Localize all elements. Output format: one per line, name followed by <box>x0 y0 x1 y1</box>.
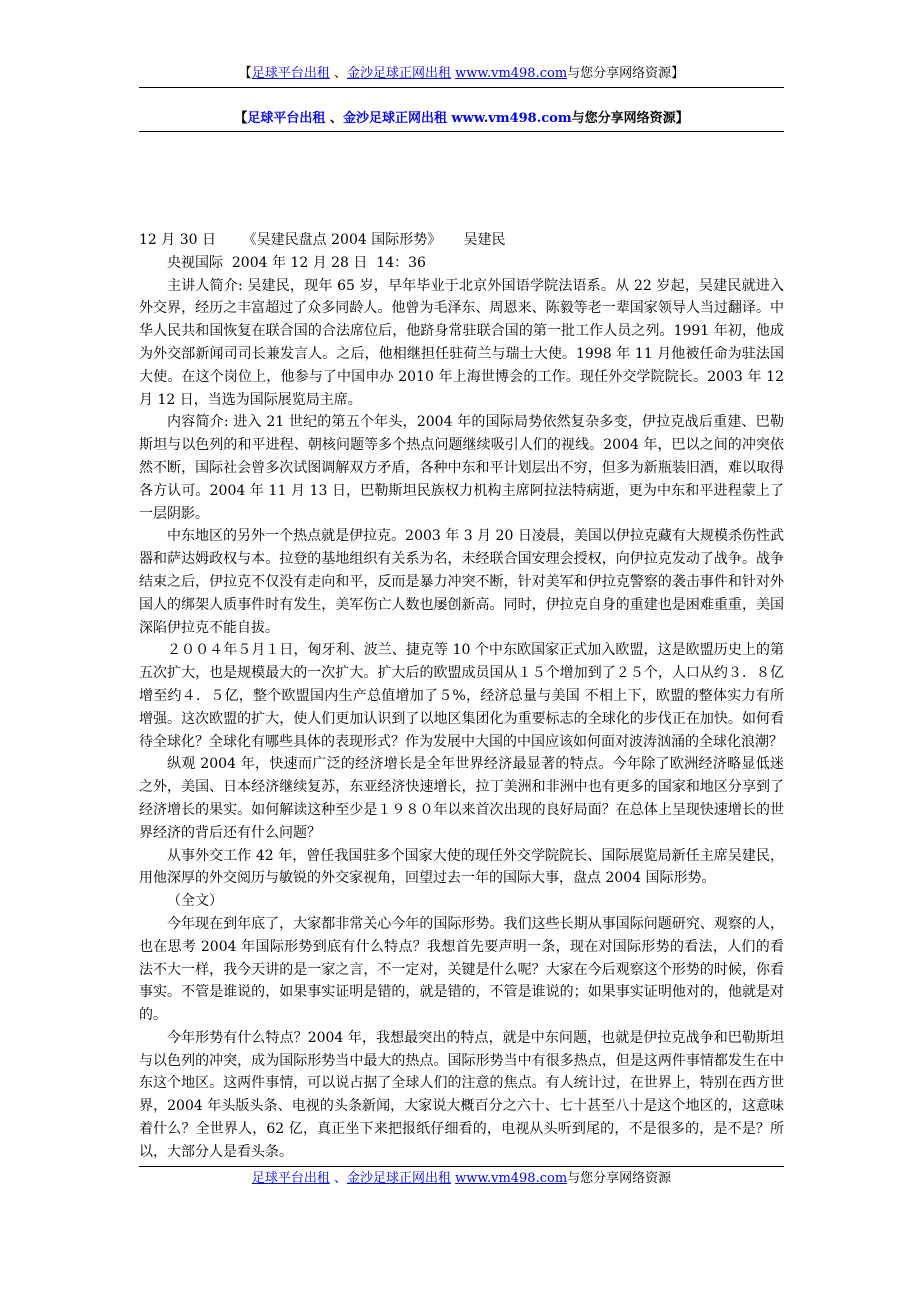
header2-bracket-open: 【 <box>234 111 248 126</box>
header2-tail: 与您分享网络资源 <box>571 111 676 126</box>
article-title-line: 12 月 30 日 《吴建民盘点 2004 国际形势》 吴建民 <box>139 232 506 248</box>
article-body <box>139 229 784 1164</box>
footer-rule <box>139 1166 784 1167</box>
paragraph-eu-expansion: ２００４年５月１日，匈牙利、波兰、捷克等 10 个中东欧国家正式加入欧盟，这是欧盟历史上的第五次扩大，也是规模最大的一次扩大。扩大后的欧盟成员国从１５个增加到了２５个，人口从约３．８亿增至约４．５亿，整个欧盟国内生产总值增加了５%，经济总量与美国 不相上下，欧盟的整体实力有所增强。这次欧盟的扩大，使人们更加认识到了以地区集团化为重要标志的全球化的步伐正在加快。如何看待全球化？全球化有哪些具体的表现形式？作为发展中大国的中国应该如何面对波涛汹涌的全球化浪潮？ <box>139 642 784 750</box>
paragraph-transcript-1: 今年现在到年底了，大家都非常关心今年的国际形势。我们这些长期从事国际问题研究、观察的人，也在思考 2004 年国际形势到底有什么特点？我想首先要声明一条，现在对国际形势的看法，人们的看法不大一样，我今天讲的是一家之言，不一定对，关键是什么呢？大家在今后观察这个形势的时候，你看事实。不管是谁说的，如果事实证明是错的，就是错的，不管是谁说的；如果事实证明他对的，他就是对的。 <box>139 915 784 1024</box>
header-link-url[interactable]: www.vm498.com <box>455 66 568 81</box>
paragraph-iraq: 中东地区的另外一个热点就是伊拉克。2003 年 3 月 20 日凌晨，美国以伊拉克藏有大规模杀伤性武器和萨达姆政权与本。拉登的基地组织有关系为名，未经联合国安理会授权，向伊拉克发动了战争。战争结束之后，伊拉克不仅没有走向和平，反而是暴力冲突不断，针对美军和伊拉克警察的袭击事件和针对外国人的绑架人质事件时有发生，美军伤亡人数也屡创新高。同时，伊拉克自身的重建也是困难重重，美国深陷伊拉克不能自拔。 <box>139 528 784 636</box>
header2-bracket-close: 】 <box>675 111 689 126</box>
header-bracket-open: 【 <box>238 66 252 81</box>
page-footer <box>139 1170 784 1188</box>
header-rule-secondary <box>139 131 784 132</box>
page-header-secondary <box>139 110 784 128</box>
article-source-line: 央视国际 2004 年 12 月 28 日 14：36 <box>167 254 426 271</box>
header-rule <box>139 87 784 88</box>
footer-tail: 与您分享网络资源 <box>567 1171 672 1186</box>
footer-link-url[interactable]: www.vm498.com <box>455 1171 568 1186</box>
paragraph-content-intro: 内容简介: 进入 21 世纪的第五个年头，2004 年的国际局势依然复杂多变，伊拉克战后重建、巴勒斯坦与以色列的和平进程、朝核问题等多个热点问题继续吸引人们的视线。2004 年，巴以之间的冲突依然不断，国际社会曾多次试图调解双方矛盾，各种中东和平计划层出不穷，但多为新瓶装旧酒，难以取得各方认可。2004 年 11 月 13 日，巴勒斯坦民族权力机构主席阿拉法特病逝，更为中东和平进程蒙上了一层阴影。 <box>139 414 784 522</box>
paragraph-full-text-label: （全文） <box>167 893 223 910</box>
header-bracket-close: 】 <box>671 66 685 81</box>
header-tail: 与您分享网络资源 <box>567 66 672 81</box>
header-link-jinsha[interactable]: 金沙足球正网出租 <box>346 66 451 81</box>
header-separator: 、 <box>329 66 347 81</box>
header2-link-url[interactable]: www.vm498.com <box>451 111 572 126</box>
paragraph-economy: 纵观 2004 年，快速而广泛的经济增长是全年世界经济最显著的特点。今年除了欧洲经济略显低迷之外，美国、日本经济继续复苏，东亚经济快速增长，拉丁美洲和非洲中也有更多的国家和地区分享到了经济增长的果实。如何解读这种至少是１９８０年以来首次出现的良好局面？在总体上呈现快速增长的世界经济的背后还有什么问题？ <box>139 756 784 841</box>
footer-link-jinsha[interactable]: 金沙足球正网出租 <box>346 1171 451 1186</box>
header2-link-jinsha[interactable]: 金沙足球正网出租 <box>342 111 447 126</box>
paragraph-transcript-2: 今年形势有什么特点？2004 年，我想最突出的特点，就是中东问题，也就是伊拉克战争和巴勒斯坦与以色列的冲突，成为国际形势当中最大的热点。国际形势当中有很多热点，但是这两件事情都发生在中东这个地区。这两件事情，可以说占据了全球人们的注意的焦点。有人统计过，在世界上，特别在西方世界，2004 年头版头条、电视的头条新闻，大家说大概百分之六十、七十甚至八十是这个地区的，这意味着什么？全世界人，62 亿，真正坐下来把报纸仔细看的，电视从头听到尾的，不是很多的，是不是？所以，大部分人是看头条。 <box>139 1029 784 1160</box>
page-header <box>139 65 784 83</box>
footer-separator: 、 <box>329 1171 347 1186</box>
paragraph-wu-jianmin: 从事外交工作 42 年，曾任我国驻多个国家大使的现任外交学院院长、国际展览局新任主席吴建民，用他深厚的外交阅历与敏锐的外交家视角，回望过去一年的国际大事，盘点 2004 国际形势。 <box>139 847 784 887</box>
header2-separator: 、 <box>325 111 343 126</box>
footer-link-football-platform[interactable]: 足球平台出租 <box>251 1171 330 1186</box>
header2-link-football-platform[interactable]: 足球平台出租 <box>247 111 326 126</box>
header-link-football-platform[interactable]: 足球平台出租 <box>251 66 330 81</box>
paragraph-speaker-intro: 主讲人简介: 吴建民，现年 65 岁，早年毕业于北京外国语学院法语系。从 22 岁起，吴建民就进入外交界，经历之丰富超过了众多同龄人。他曾为毛泽东、周恩来、陈毅等老一辈国家领导人当过翻译。中华人民共和国恢复在联合国的合法席位后，他跻身常驻联合国的第一批工作人员之列。1991 年初，他成为外交部新闻司司长兼发言人。之后，他相继担任驻荷兰与瑞士大使。1998 年 11 月他被任命为驻法国大使。在这个岗位上，他参与了中国申办 2010 年上海世博会的工作。现任外交学院院长。2003 年 12 月 12 日，当选为国际展览局主席。 <box>139 277 784 408</box>
